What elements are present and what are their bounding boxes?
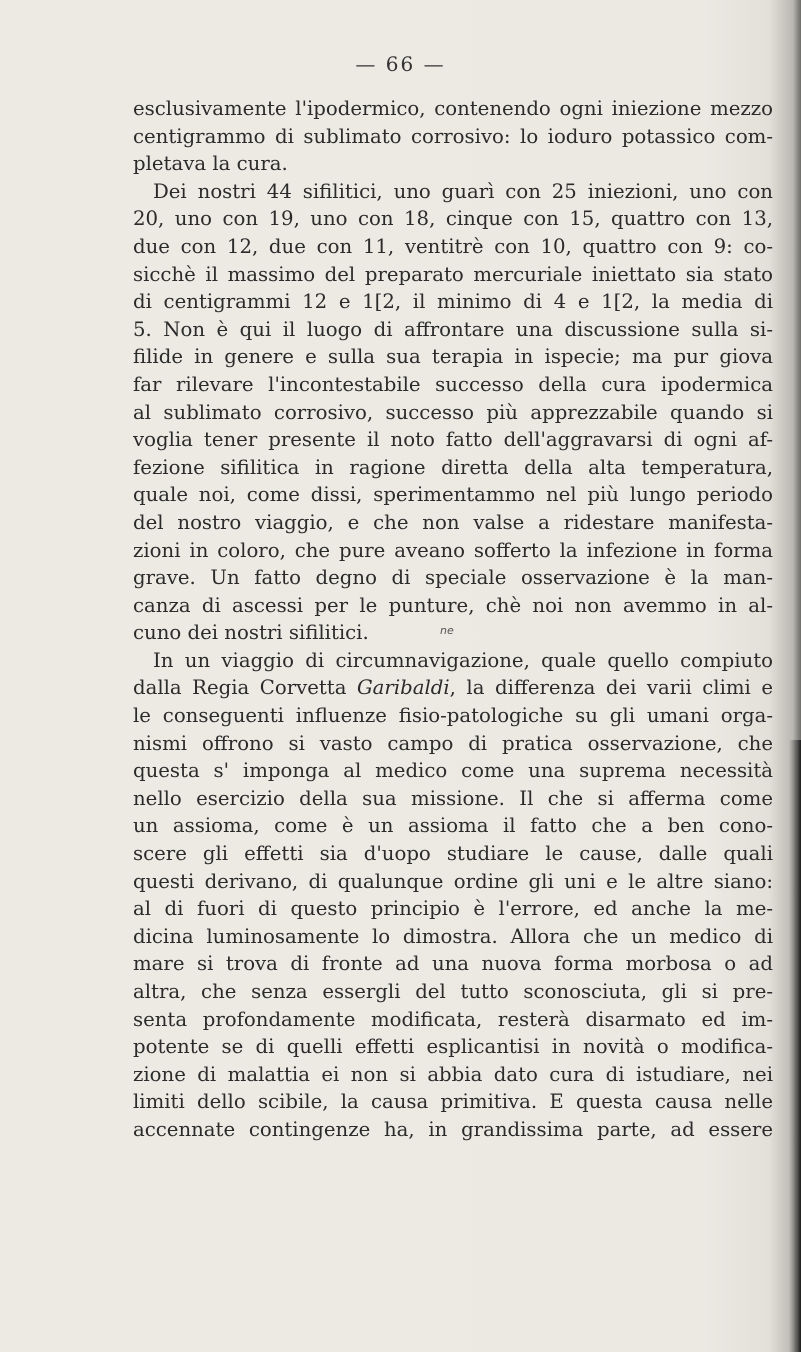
text-line: Dei nostri 44 sifilitici, uno guarì con 25 iniezioni, uno con <box>153 179 773 203</box>
text-line: voglia tener presente il noto fatto dell'aggravarsi di ogni af- <box>133 428 773 452</box>
text-line: centigrammo di sublimato corrosivo: lo ioduro potassico com- <box>133 124 773 148</box>
text-line: far rilevare l'incontestabile successo della cura ipodermica <box>133 372 773 396</box>
handwritten-note: ne <box>440 624 454 637</box>
text-line: le conseguenti influenze fisio-patologiche su gli umani orga- <box>133 704 773 728</box>
body-text <box>133 95 773 1144</box>
text-line: questi derivano, di qualunque ordine gli uni e le altre siano: <box>133 869 773 893</box>
text-line: nello esercizio della sua missione. Il che si afferma come <box>133 786 773 810</box>
text-fragment: , la differenza dei varii climi e <box>449 676 773 700</box>
text-line: di centigrammi 12 e 1[2, il minimo di 4 e 1[2, la media di <box>133 290 773 314</box>
text-line: accennate contingenze ha, in grandissima parte, ad essere <box>133 1117 773 1141</box>
text-line: senta profondamente modificata, resterà disarmato ed im- <box>133 1007 773 1031</box>
text-line: un assioma, come è un assioma il fatto che a ben cono- <box>133 814 773 838</box>
text-line: esclusivamente l'ipodermico, contenendo ogni iniezione mezzo <box>133 97 773 120</box>
text-line: sicchè il massimo del preparato mercuriale iniettato sia stato <box>133 262 773 286</box>
text-line: dicina luminosamente lo dimostra. Allora che un medico di <box>133 924 773 948</box>
text-fragment: dalla Regia Corvetta <box>133 676 357 700</box>
text-line: fezione sifilitica in ragione diretta della alta temperatura, <box>133 455 773 479</box>
text-line: zioni in coloro, che pure aveano sofferto la infezione in forma <box>133 538 773 562</box>
text-line: 20, uno con 19, uno con 18, cinque con 15, quattro con 13, <box>133 207 773 231</box>
text-line: canza di ascessi per le punture, chè noi non avemmo in al- <box>133 593 773 617</box>
text-line: al sublimato corrosivo, successo più apprezzabile quando si <box>133 400 773 424</box>
text-line: limiti dello scibile, la causa primitiva. E questa causa nelle <box>133 1090 773 1114</box>
text-line: nismi offrono si vasto campo di pratica osservazione, che <box>133 731 773 755</box>
ship-name: Garibaldi <box>356 676 450 700</box>
text-line: 5. Non è qui il luogo di affrontare una discussione sulla si- <box>133 317 773 341</box>
text-line: due con 12, due con 11, ventitrè con 10, quattro con 9: co- <box>133 234 773 258</box>
text-line: mare si trova di fronte ad una nuova forma morbosa o ad <box>133 952 773 976</box>
text-line: pletava la cura. <box>133 152 288 176</box>
text-line: In un viaggio di circumnavigazione, quale quello compiuto <box>153 648 773 672</box>
page-number: — 66 — <box>355 52 446 76</box>
text-line: zione di malattia ei non si abbia dato cura di istudiare, nei <box>133 1062 773 1086</box>
text-line: grave. Un fatto degno di speciale osservazione è la man- <box>133 566 773 590</box>
text-line: filide in genere e sulla sua terapia in ispecie; ma pur giova <box>133 345 773 369</box>
page-edge-shadow <box>789 740 801 1352</box>
text-line: cuno dei nostri sifilitici. <box>133 621 369 645</box>
text-line: quale noi, come dissi, sperimentammo nel più lungo periodo <box>133 483 773 507</box>
text-line: scere gli effetti sia d'uopo studiare le cause, dalle quali <box>133 842 773 866</box>
text-line: altra, che senza essergli del tutto sconosciuta, gli si pre- <box>133 980 773 1003</box>
text-line: al di fuori di questo principio è l'errore, ed anche la me- <box>133 897 773 921</box>
text-line-with-ship-name <box>133 674 773 702</box>
text-line: potente se di quelli effetti esplicantisi in novità o modifica- <box>133 1035 773 1059</box>
text-line: questa s' imponga al medico come una suprema necessità <box>133 759 773 783</box>
text-line: del nostro viaggio, e che non valse a ridestare manifesta- <box>133 510 773 534</box>
